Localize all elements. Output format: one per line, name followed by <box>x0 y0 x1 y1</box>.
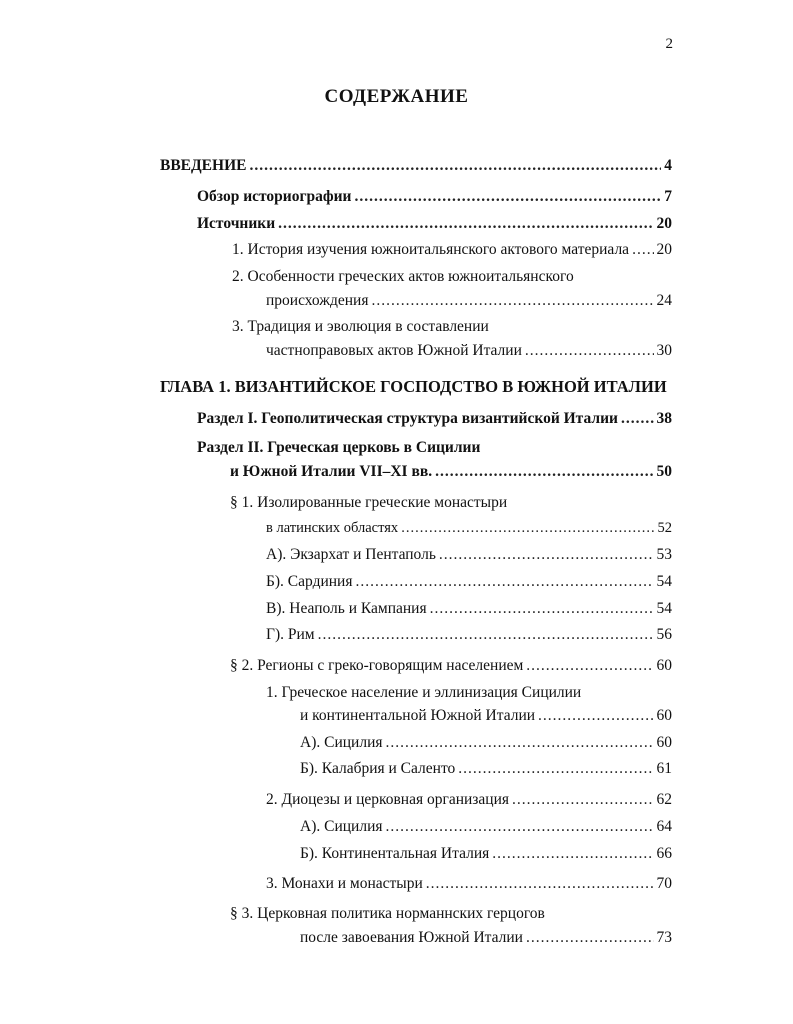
toc-page: 30 <box>656 342 672 359</box>
toc-label: Обзор историографии <box>197 188 352 205</box>
toc-label: ВВЕДЕНИЕ <box>160 157 247 174</box>
leader-dots <box>492 845 653 863</box>
page-number: 2 <box>665 36 673 52</box>
toc-entry-intro[interactable] <box>160 157 672 175</box>
toc-entry-section-1[interactable] <box>197 410 672 428</box>
toc-entry-para-3[interactable] <box>300 929 672 947</box>
leader-dots <box>401 520 654 537</box>
toc-entry-sources-2[interactable] <box>266 292 672 310</box>
leader-dots <box>621 410 654 428</box>
toc-page: 64 <box>656 818 672 835</box>
toc-page: 61 <box>656 760 672 777</box>
toc-label: Г). Рим <box>266 626 315 643</box>
toc-page: 54 <box>656 600 672 617</box>
toc-label: частноправовых актов Южной Италии <box>266 342 522 359</box>
toc-page: 60 <box>656 707 672 724</box>
leader-dots <box>632 241 653 259</box>
toc-entry-para-1-line1[interactable]: § 1. Изолированные греческие монастыри <box>230 494 508 511</box>
leader-dots <box>249 157 661 175</box>
toc-page: 4 <box>664 157 672 174</box>
leader-dots <box>526 929 654 947</box>
toc-entry-para-1-a[interactable] <box>266 546 672 564</box>
leader-dots <box>278 215 653 233</box>
toc-label: 2. Диоцезы и церковная организация <box>266 791 510 808</box>
toc-label: Раздел I. Геополитическая структура византийской Италии <box>197 410 618 427</box>
toc-label: А). Сицилия <box>300 818 383 835</box>
leader-dots <box>426 875 654 893</box>
toc-page: 62 <box>656 791 672 808</box>
toc-label: происхождения <box>266 292 369 309</box>
toc-page: 20 <box>656 241 672 258</box>
toc-label: 3. Монахи и монастыри <box>266 875 423 892</box>
toc-entry-sources-1[interactable] <box>232 241 672 259</box>
toc-entry-para-2[interactable] <box>230 657 672 675</box>
leader-dots <box>386 818 654 836</box>
toc-chapter-1[interactable]: ГЛАВА 1. ВИЗАНТИЙСКОЕ ГОСПОДСТВО В ЮЖНОЙ ИТАЛИИ <box>160 377 667 396</box>
toc-entry-historiography[interactable] <box>197 188 672 206</box>
toc-page: 52 <box>657 520 672 536</box>
leader-dots <box>538 707 653 725</box>
toc-page: 60 <box>656 734 672 751</box>
toc-page: 38 <box>656 410 672 427</box>
leader-dots <box>526 657 653 675</box>
toc-label: Источники <box>197 215 276 232</box>
leader-dots <box>386 734 654 752</box>
toc-page: 20 <box>656 215 672 232</box>
toc-entry-para-2-3[interactable] <box>266 875 672 893</box>
toc-entry-para-2-1[interactable] <box>300 707 672 725</box>
toc-entry-sources[interactable] <box>197 215 672 233</box>
toc-label: и континентальной Южной Италии <box>300 707 536 724</box>
leader-dots <box>318 626 654 644</box>
toc-label: и Южной Италии VII–XI вв. <box>230 463 433 480</box>
toc-label: Б). Континентальная Италия <box>300 845 490 862</box>
toc-label: 1. История изучения южноитальянского актового материала <box>232 241 630 258</box>
leader-dots <box>439 546 654 564</box>
toc-entry-para-2-2[interactable] <box>266 791 672 809</box>
toc-entry-sources-2-line1[interactable]: 2. Особенности греческих актов южноитальянского <box>232 268 574 285</box>
toc-page: 66 <box>656 845 672 862</box>
toc-page: 73 <box>656 929 672 946</box>
toc-entry-section-2[interactable] <box>230 463 672 481</box>
toc-label: § 2. Регионы с греко-говорящим населением <box>230 657 524 674</box>
toc-page: 54 <box>656 573 672 590</box>
leader-dots <box>430 600 654 618</box>
toc-page: 50 <box>656 463 672 480</box>
toc-page: 60 <box>656 657 672 674</box>
toc-entry-para-1[interactable] <box>266 520 672 537</box>
toc-label: Б). Калабрия и Саленто <box>300 760 456 777</box>
toc-page: 24 <box>656 292 672 309</box>
toc-entry-para-3-line1[interactable]: § 3. Церковная политика норманнских герцогов <box>230 905 545 922</box>
toc-label: В). Неаполь и Кампания <box>266 600 427 617</box>
toc-label: А). Экзархат и Пентаполь <box>266 546 436 563</box>
leader-dots <box>355 573 653 591</box>
toc-page: 53 <box>656 546 672 563</box>
leader-dots <box>525 342 654 360</box>
toc-label: после завоевания Южной Италии <box>300 929 523 946</box>
toc-entry-para-2-2-b[interactable] <box>300 845 672 863</box>
leader-dots <box>435 463 653 481</box>
toc-entry-para-2-1-a[interactable] <box>300 734 672 752</box>
toc-entry-section-2-line1[interactable]: Раздел II. Греческая церковь в Сицилии <box>197 439 481 456</box>
toc-page: 70 <box>656 875 672 892</box>
toc-label: А). Сицилия <box>300 734 383 751</box>
leader-dots <box>371 292 653 310</box>
toc-entry-para-1-c[interactable] <box>266 600 672 618</box>
toc-entry-para-1-d[interactable] <box>266 626 672 644</box>
toc-page: 56 <box>656 626 672 643</box>
toc-entry-sources-3[interactable] <box>266 342 672 360</box>
toc-entry-para-2-1-b[interactable] <box>300 760 672 778</box>
toc-entry-para-1-b[interactable] <box>266 573 672 591</box>
leader-dots <box>354 188 661 206</box>
leader-dots <box>458 760 653 778</box>
toc-page: 7 <box>664 188 672 205</box>
toc-entry-para-2-2-a[interactable] <box>300 818 672 836</box>
leader-dots <box>512 791 653 809</box>
toc-label: в латинских областях <box>266 520 399 536</box>
page-title: СОДЕРЖАНИЕ <box>324 86 469 107</box>
toc-entry-para-2-1-line1[interactable]: 1. Греческое население и эллинизация Сицилии <box>266 684 582 701</box>
toc-entry-sources-3-line1[interactable]: 3. Традиция и эволюция в составлении <box>232 318 489 335</box>
toc-label: Б). Сардиния <box>266 573 353 590</box>
